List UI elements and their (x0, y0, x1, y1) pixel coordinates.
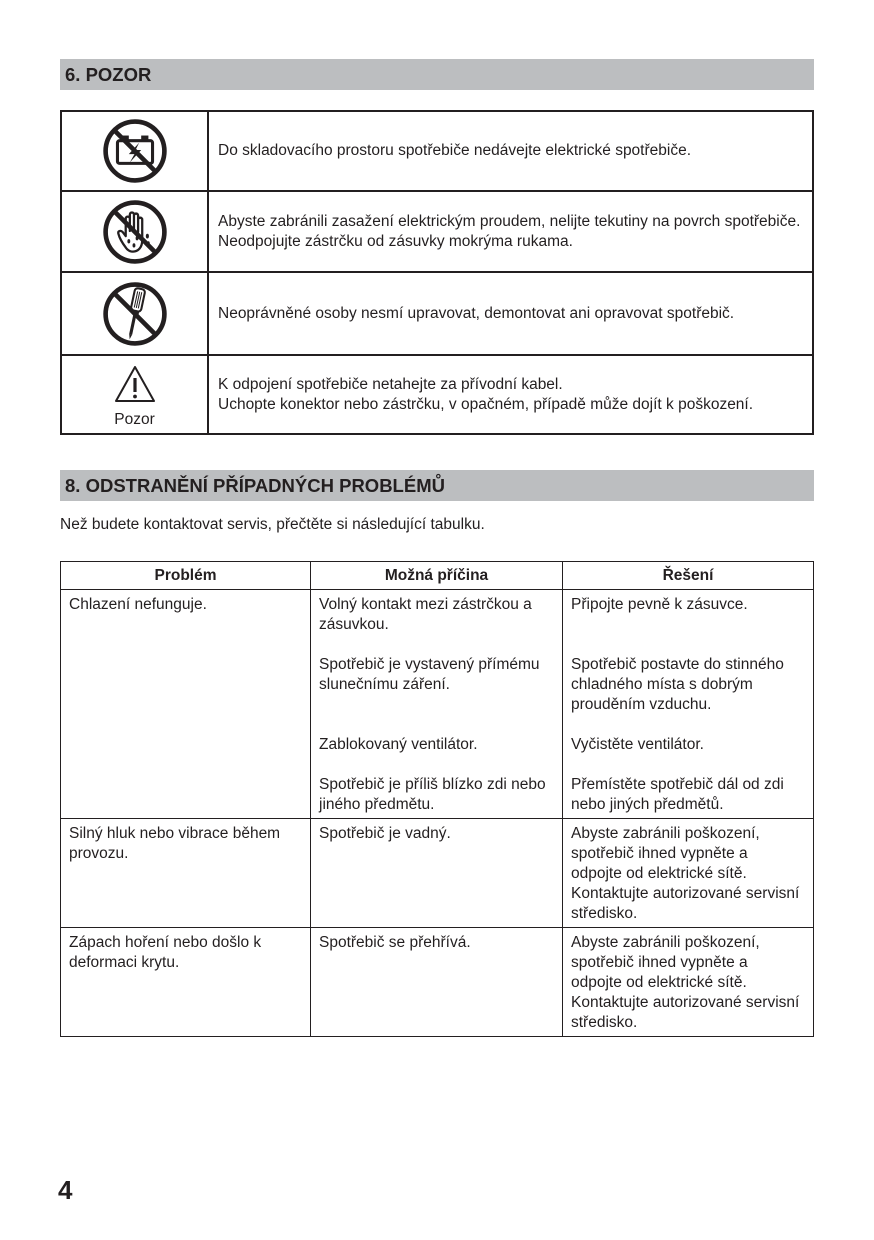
warning-text (209, 192, 812, 271)
cause-text-line: Spotřebič je příliš blízko zdi nebo (319, 776, 546, 793)
solution-cell (563, 928, 814, 1037)
troubleshooting-intro: Než budete kontaktovat servis, přečtěte si následující tabulku. (60, 516, 485, 533)
warning-row (62, 356, 812, 433)
page-number: 4 (58, 1175, 73, 1205)
column-header-problem: Problém (61, 562, 311, 590)
column-header-cause: Možná příčina (311, 562, 563, 590)
cause-cell (311, 928, 563, 1037)
warning-icon-cell (62, 192, 207, 271)
problem-cell (61, 928, 311, 1037)
warning-row (62, 273, 812, 354)
cause-text-line: Spotřebič se přehřívá. (319, 934, 471, 951)
cause-text-line: zásuvkou. (319, 616, 389, 633)
warning-icon-cell (62, 356, 207, 433)
solution-cell (563, 655, 814, 735)
column-header-solution: Řešení (563, 562, 814, 590)
solution-text-line: Připojte pevně k zásuvce. (571, 596, 748, 613)
solution-text-line: Vyčistěte ventilátor. (571, 736, 704, 753)
solution-text-line: odpojte od elektrické sítě. (571, 974, 747, 991)
troubleshooting-table (60, 561, 814, 1037)
no-electrical-appliances-icon (102, 118, 168, 184)
solution-text-line: prouděním vzduchu. (571, 696, 712, 713)
solution-text-line: Kontaktujte autorizované servisní (571, 885, 800, 902)
solution-cell (563, 590, 814, 655)
warning-text-line: Uchopte konektor nebo zástrčku, v opačném, případě může dojít k poškození. (218, 395, 754, 413)
problem-text-line: Silný hluk nebo vibrace během (69, 825, 281, 842)
problem-text-line: Zápach hoření nebo došlo k (69, 934, 262, 951)
cause-cell (311, 590, 563, 655)
problem-text-line: deformaci krytu. (69, 954, 180, 971)
warning-text-line: Abyste zabránili zasažení elektrickým proudem, nelijte tekutiny na povrch spotřebiče. (218, 212, 801, 230)
solution-text-line: spotřebič ihned vypněte a (571, 845, 748, 862)
problem-cell (61, 590, 311, 819)
warning-icon-label: Pozor (114, 411, 155, 428)
solution-text-line: středisko. (571, 905, 638, 922)
cause-text-line: Volný kontakt mezi zástrčkou a (319, 596, 532, 613)
section-8-heading: 8. ODSTRANĚNÍ PŘÍPADNÝCH PROBLÉMŮ (60, 470, 814, 501)
warning-triangle-icon (114, 365, 156, 403)
solution-cell (563, 775, 814, 819)
section-6-heading: 6. POZOR (60, 59, 814, 90)
problem-cell (61, 819, 311, 928)
cause-text-line: Spotřebič je vystavený přímému (319, 656, 540, 673)
solution-text-line: chladného místa s dobrým (571, 676, 753, 693)
solution-text-line: Abyste zabránili poškození, (571, 934, 760, 951)
warning-text (209, 273, 812, 354)
cause-cell (311, 655, 563, 735)
solution-cell (563, 819, 814, 928)
solution-text-line: Kontaktujte autorizované servisní (571, 994, 800, 1011)
warning-text-line: Neodpojujte zástrčku od zásuvky mokrýma rukama. (218, 232, 573, 250)
warning-text (209, 356, 812, 433)
no-disassembly-screwdriver-icon (102, 281, 168, 347)
solution-text-line: spotřebič ihned vypněte a (571, 954, 748, 971)
solution-text-line: středisko. (571, 1014, 638, 1031)
warnings-table (60, 110, 814, 435)
warning-text-line: Neoprávněné osoby nesmí upravovat, demontovat ani opravovat spotřebič. (218, 304, 735, 322)
solution-text-line: nebo jiných předmětů. (571, 796, 724, 813)
warning-icon-cell (62, 273, 207, 354)
solution-text-line: Přemístěte spotřebič dál od zdi (571, 776, 784, 793)
solution-text-line: Spotřebič postavte do stinného (571, 656, 784, 673)
warning-row (62, 192, 812, 271)
problem-text-line: Chlazení nefunguje. (69, 596, 207, 613)
cause-cell (311, 735, 563, 775)
solution-text-line: odpojte od elektrické sítě. (571, 865, 747, 882)
cause-cell (311, 819, 563, 928)
solution-text-line: Abyste zabránili poškození, (571, 825, 760, 842)
warning-row (62, 112, 812, 190)
no-wet-hands-icon (102, 199, 168, 265)
cause-text-line: slunečnímu záření. (319, 676, 450, 693)
warning-icon-cell (62, 112, 207, 190)
warning-text-line: K odpojení spotřebiče netahejte za přívodní kabel. (218, 375, 563, 393)
cause-text-line: Spotřebič je vadný. (319, 825, 451, 842)
problem-text-line: provozu. (69, 845, 129, 862)
cause-text-line: Zablokovaný ventilátor. (319, 736, 478, 753)
cause-cell (311, 775, 563, 819)
warning-text-line: Do skladovacího prostoru spotřebiče nedávejte elektrické spotřebiče. (218, 142, 692, 159)
cause-text-line: jiného předmětu. (319, 796, 435, 813)
solution-cell (563, 735, 814, 775)
warning-text (209, 112, 812, 190)
